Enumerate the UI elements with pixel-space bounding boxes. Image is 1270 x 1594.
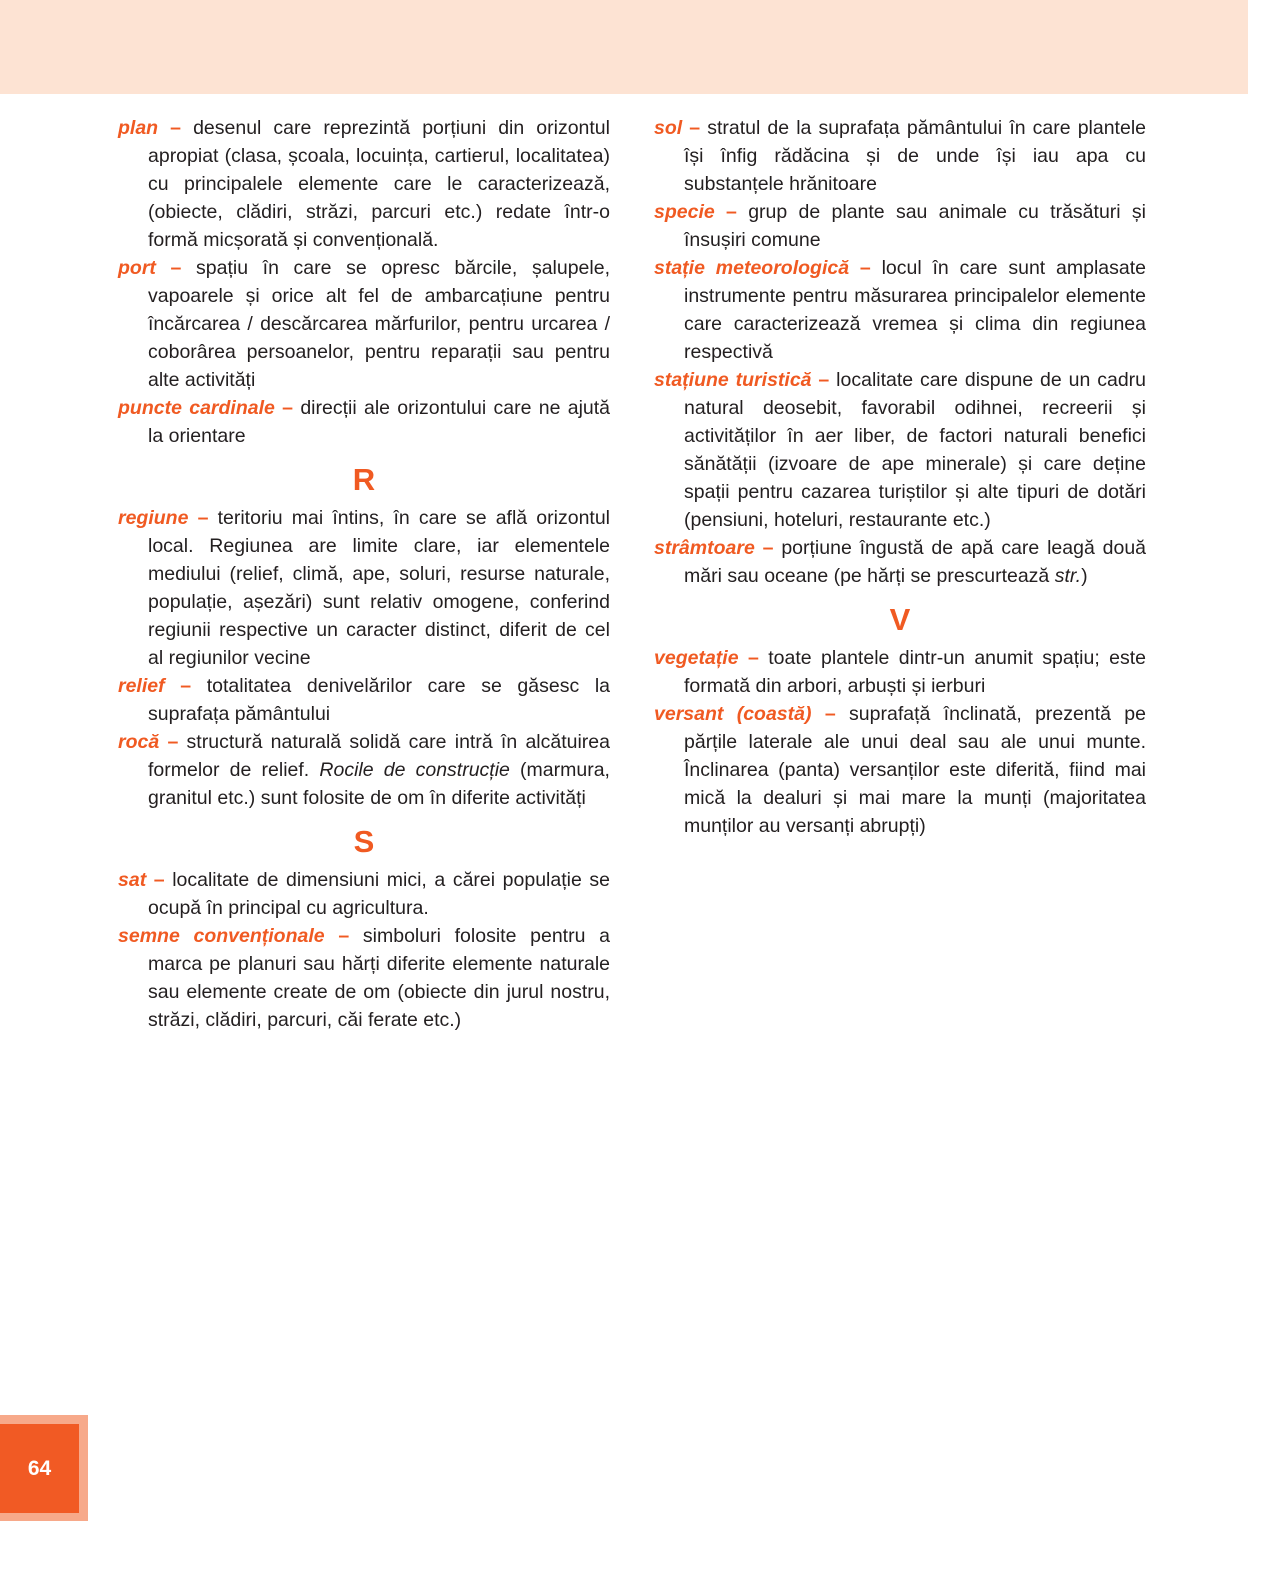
section-letter-s: S <box>353 824 375 859</box>
entry-dash: – <box>167 731 179 753</box>
entry-definition: localitate de dimensiuni mici, a cărei populație se ocupă în principal cu agricultura. <box>148 869 610 919</box>
entry-definition: structură naturală solidă care intră în alcătuirea formelor de relief. <box>148 731 610 781</box>
entry-dash: – <box>859 257 871 279</box>
glossary-entry-puncte-cardinale <box>118 394 610 450</box>
entry-definition: desenul care reprezintă porțiuni din orizontul apropiat (clasa, școala, locuința, cartierul, localitatea) cu principalele elemente care le caracterizează, (obiecte, clădiri, străzi, parcuri etc.) redate într-o formă micșorată și convențională. <box>148 117 610 251</box>
glossary-entry-semne-conventionale <box>118 922 610 1034</box>
glossary-entry-sol <box>654 114 1146 198</box>
entry-term: regiune <box>118 507 189 529</box>
glossary-entry-stramtoare <box>654 534 1146 590</box>
entry-definition-cont: (marmura, granitul etc.) sunt folosite de om în diferite activități <box>148 759 610 809</box>
entry-term: sol <box>654 117 683 139</box>
entry-term: vegetație <box>654 647 739 669</box>
glossary-entry-regiune <box>118 504 610 672</box>
entry-dash: – <box>824 703 836 725</box>
glossary-entry-statie-meteorologica <box>654 254 1146 366</box>
entry-term: stație meteorologică <box>654 257 850 279</box>
entry-definition: stratul de la suprafața pământului în care plantele își înfig rădăcina și de unde își iau apa cu substanțele hrănitoare <box>684 117 1147 195</box>
page-number: 64 <box>27 1456 52 1480</box>
entry-term: plan <box>118 117 159 139</box>
section-letter-r: R <box>352 462 376 497</box>
entry-definition: totalitatea denivelărilor care se găsesc la suprafața pământului <box>148 675 610 725</box>
entry-dash: – <box>197 507 209 529</box>
entry-dash: – <box>170 257 182 279</box>
section-letter-v: V <box>889 602 911 637</box>
entry-term: rocă <box>118 731 160 753</box>
glossary-entry-versant <box>654 700 1146 840</box>
header-band <box>0 0 1248 94</box>
entry-dash: – <box>170 117 182 139</box>
entry-dash: – <box>747 647 759 669</box>
entry-definition: toate plantele dintr-un anumit spațiu; este formată din arbori, arbuști și ierburi <box>684 647 1147 697</box>
glossary-entry-specie <box>654 198 1146 254</box>
entry-definition: grup de plante sau animale cu trăsături și însușiri comune <box>684 201 1146 251</box>
glossary-column-right <box>654 114 1146 840</box>
entry-definition: direcții ale orizontului care ne ajută la orientare <box>148 397 611 447</box>
glossary-column-left <box>118 114 610 1034</box>
glossary-entry-port <box>118 254 610 394</box>
entry-definition: locul în care sunt amplasate instrumente pentru măsurarea principalelor elemente care caracterizează vremea și clima din regiunea respectivă <box>684 257 1147 363</box>
entry-term: specie <box>654 201 715 223</box>
entry-term: port <box>118 257 156 279</box>
entry-dash: – <box>762 537 774 559</box>
entry-definition: spațiu în care se opresc bărcile, șalupele, vapoarele și orice alt fel de ambarcațiune pentru încărcarea / descărcarea mărfurilor, pentru urcarea / coborârea persoanelor, pentru reparații sau pentru alte activități <box>148 257 610 391</box>
entry-definition: teritoriu mai întins, în care se află orizontul local. Regiunea are limite clare, iar elementele mediului (relief, climă, ape, soluri, resurse naturale, populație, așezări) sunt relativ omogene, conferind regiunii respective un caracter distinct, diferit de cel al regiunilor vecine <box>148 507 611 669</box>
entry-definition-italic: Rocile de construcție <box>319 759 510 781</box>
entry-dash: – <box>282 397 294 419</box>
entry-definition-italic: str. <box>1054 565 1082 587</box>
entry-definition: simboluri folosite pentru a marca pe planuri sau hărți diferite elemente naturale sau elemente create de om (obiecte din jurul nostru, străzi, clădiri, parcuri, căi ferate etc.) <box>148 925 610 1031</box>
entry-term: semne convenționale <box>118 925 325 947</box>
entry-definition: suprafață înclinată, prezentă pe părțile laterale ale unui deal sau ale unui munte. Înclinarea (panta) versanților este diferită, fiind mai mică la dealuri și mai mare la munți (majoritatea munților au versanți abrupți) <box>684 703 1146 837</box>
entry-term: strâmtoare <box>654 537 755 559</box>
entry-dash: – <box>338 925 350 947</box>
glossary-entry-roca <box>118 728 610 812</box>
entry-dash: – <box>818 369 830 391</box>
page-number-tab <box>0 1424 79 1513</box>
entry-dash: – <box>726 201 737 223</box>
entry-term: stațiune turistică <box>654 369 812 391</box>
glossary-entry-vegetatie <box>654 644 1146 700</box>
glossary-entry-plan <box>118 114 610 254</box>
entry-dash: – <box>180 675 192 697</box>
entry-definition: porțiune îngustă de apă care leagă două mări sau oceane (pe hărți se prescurtează <box>684 537 1147 587</box>
glossary-entry-statiune-turistica <box>654 366 1146 534</box>
entry-term: relief <box>118 675 165 697</box>
entry-term: sat <box>118 869 147 891</box>
entry-dash: – <box>689 117 701 139</box>
entry-term: puncte cardinale <box>118 397 275 419</box>
entry-dash: – <box>153 869 165 891</box>
glossary-entry-sat <box>118 866 610 922</box>
entry-definition-cont: ) <box>1081 565 1088 587</box>
entry-definition: localitate care dispune de un cadru natural deosebit, favorabil odihnei, recreerii și activităților în aer liber, de factori naturali benefici sănătății (izvoare de ape minerale) și care deține spații pentru cazarea turiștilor și alte tipuri de dotări (pensiuni, hoteluri, restaurante etc.) <box>684 369 1146 531</box>
glossary-entry-relief <box>118 672 610 728</box>
entry-term: versant (coastă) <box>654 703 812 725</box>
